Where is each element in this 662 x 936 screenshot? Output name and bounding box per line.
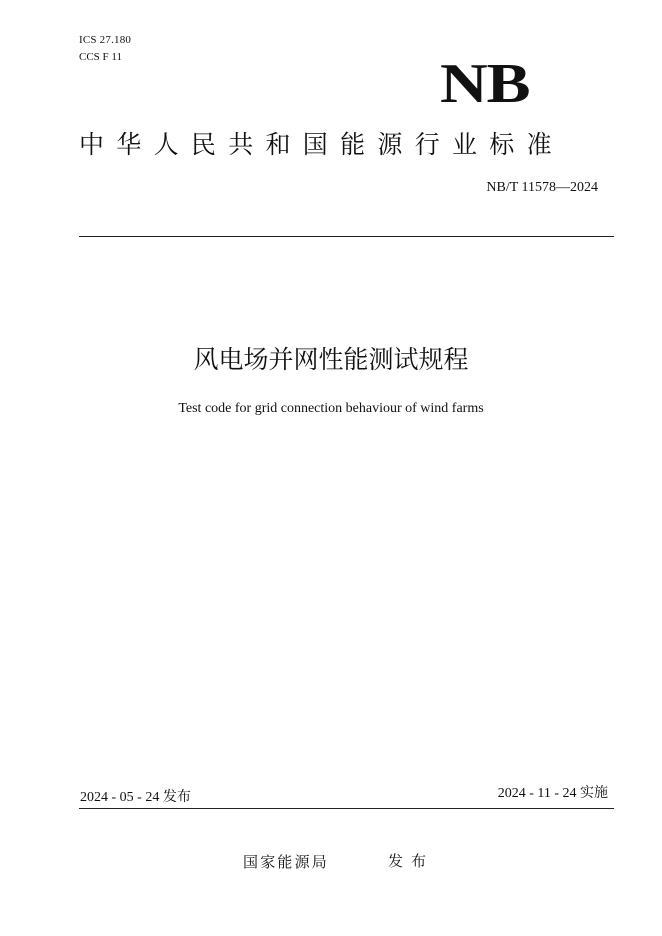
document-title-english: Test code for grid connection behaviour of wind farms bbox=[178, 401, 484, 416]
ics-code: ICS 27.180 bbox=[79, 34, 132, 46]
issuing-authority: 国家能源局 bbox=[243, 853, 330, 871]
organization-title: 中华人民共和国能源行业标准 bbox=[79, 130, 564, 159]
nb-logo: NB bbox=[440, 53, 530, 115]
standard-number: NB/T 11578—2024 bbox=[486, 180, 598, 195]
ccs-code: CCS F 11 bbox=[79, 51, 123, 63]
issue-label: 发布 bbox=[388, 852, 435, 870]
issue-date: 2024 - 05 - 24 发布 bbox=[80, 790, 191, 805]
document-title-chinese: 风电场并网性能测试规程 bbox=[193, 345, 469, 374]
implementation-date: 2024 - 11 - 24 实施 bbox=[497, 786, 608, 801]
top-divider bbox=[79, 236, 614, 237]
bottom-divider bbox=[79, 808, 614, 809]
